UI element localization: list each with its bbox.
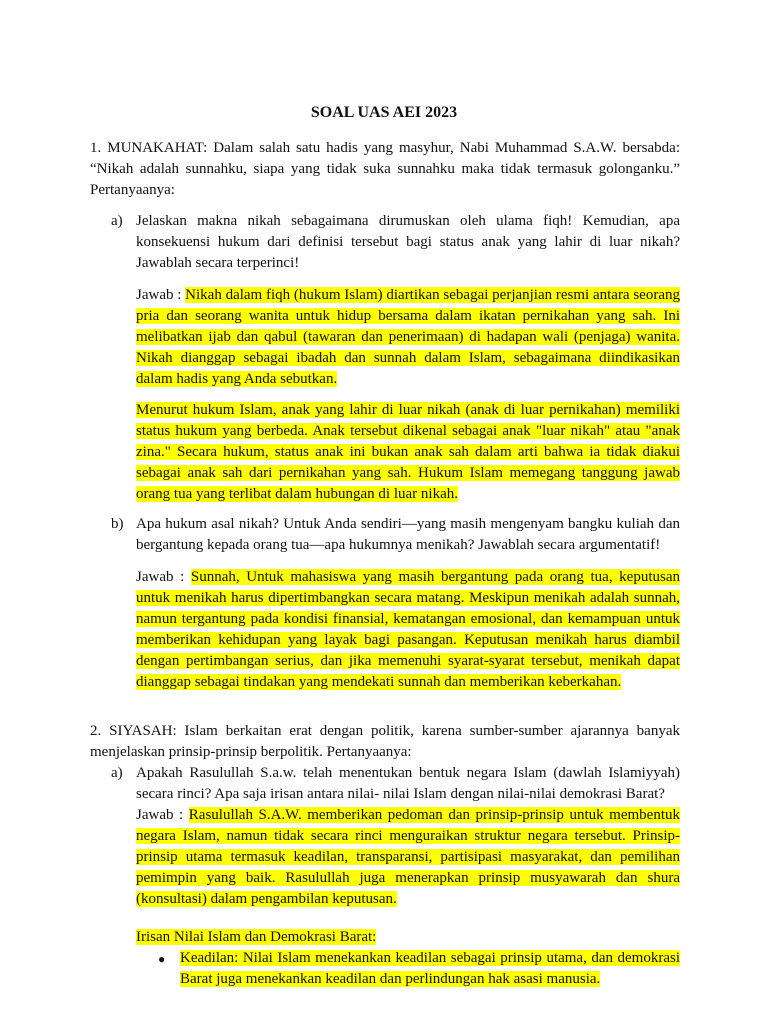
q1a-label: a) xyxy=(111,213,123,229)
answer-prefix: Jawab : xyxy=(136,569,191,585)
q1b-question: Apa hukum asal nikah? Untuk Anda sendiri—yang masih mengenyam bangku kuliah dan bergantung kepada orang tua—apa hukumnya menikah? Jawablah secara argumentatif! xyxy=(136,516,680,553)
bullet-dot-icon: ● xyxy=(158,952,166,966)
q1-intro: 1. MUNAKAHAT: Dalam salah satu hadis yang masyhur, Nabi Muhammad S.A.W. bersabda: “Nikah adalah sunnahku, siapa yang tidak suka sunnahku maka tidak termasuk golonganku.” Pertanyaanya: xyxy=(90,140,680,198)
q2a-label: a) xyxy=(111,765,123,781)
q1a-answer-p1 xyxy=(136,285,680,390)
q2a-bullet-1 xyxy=(180,948,680,990)
q2a-question: Apakah Rasulullah S.a.w. telah menentukan bentuk negara Islam (dawlah Islamiyyah) secara rinci? Apa saja irisan antara nilai- nilai Islam dengan nilai-nilai demokrasi Barat? xyxy=(136,765,680,802)
q1a-question: Jelaskan makna nikah sebagaimana dirumuskan oleh ulama fiqh! Kemudian, apa konsekuensi hukum dari definisi tersebut bagi status anak yang lahir di luar nikah? Jawablah secara terperinci! xyxy=(136,213,680,271)
answer-prefix: Jawab : xyxy=(136,287,186,303)
q2-intro: 2. SIYASAH: Islam berkaitan erat dengan politik, karena sumber-sumber ajarannya banyak menjelaskan prinsip-prinsip berpolitik. Pertanyaanya: xyxy=(90,723,680,760)
q2a-subheading-text: Irisan Nilai Islam dan Demokrasi Barat: xyxy=(136,929,377,945)
q2a-subheading xyxy=(136,927,680,948)
q1a-answer-p2 xyxy=(136,400,680,505)
q2a-answer-highlight: Rasulullah S.A.W. memberikan pedoman dan prinsip-prinsip untuk membentuk negara Islam, namun tidak secara rinci menguraikan struktur negara tersebut. Prinsip-prinsip utama termasuk keadilan, transparansi, partisipasi masyarakat, dan pemilihan pemimpin yang baik. Rasulullah juga menerapkan prinsip musyawarah dan shura (konsultasi) dalam pengambilan keputusan. xyxy=(136,807,680,907)
q2a-bullet-1-text: Keadilan: Nilai Islam menekankan keadilan sebagai prinsip utama, dan demokrasi Barat juga menekankan keadilan dan perlindungan hak asasi manusia. xyxy=(180,950,680,987)
q1a-answer-highlight-2: Menurut hukum Islam, anak yang lahir di luar nikah (anak di luar pernikahan) memiliki status hukum yang berbeda. Anak tersebut dikenal sebagai anak "luar nikah" atau "anak zina." Secara hukum, status anak ini bukan anak sah dalam arti bahwa ia tidak diakui sebagai anak sah dari pernikahan yang sah. Hukum Islam memegang tanggung jawab orang tua yang terlibat dalam hubungan di luar nikah. xyxy=(136,402,680,502)
document-title: SOAL UAS AEI 2023 xyxy=(310,104,458,121)
q1b-answer-highlight: Sunnah, Untuk mahasiswa yang masih bergantung pada orang tua, keputusan untuk menikah harus dipertimbangkan secara matang. Meskipun menikah adalah sunnah, namun tergantung pada kondisi finansial, kematangan emosional, dan kemampuan untuk memberikan kehidupan yang layak bagi pasangan. Keputusan menikah harus diambil dengan pertimbangan serius, dan jika memenuhi syarat-syarat tersebut, menikah dapat dianggap sebagai tindakan yang mendekati sunnah dan memberikan keberkahan. xyxy=(136,569,680,690)
q1b-label: b) xyxy=(111,516,124,532)
q2a-answer xyxy=(136,805,680,910)
answer-prefix: Jawab : xyxy=(136,807,189,823)
q1b-answer xyxy=(136,567,680,693)
q1a-answer-highlight-1: Nikah dalam fiqh (hukum Islam) diartikan sebagai perjanjian resmi antara seorang pria dan seorang wanita untuk hidup bersama dalam ikatan pernikahan yang sah. Ini melibatkan ijab dan qabul (tawaran dan penerimaan) di hadapan wali (penjaga) wanita. Nikah dianggap sebagai ibadah dan sunnah dalam Islam, sebagaimana diindikasikan dalam hadis yang Anda sebutkan. xyxy=(136,287,680,387)
